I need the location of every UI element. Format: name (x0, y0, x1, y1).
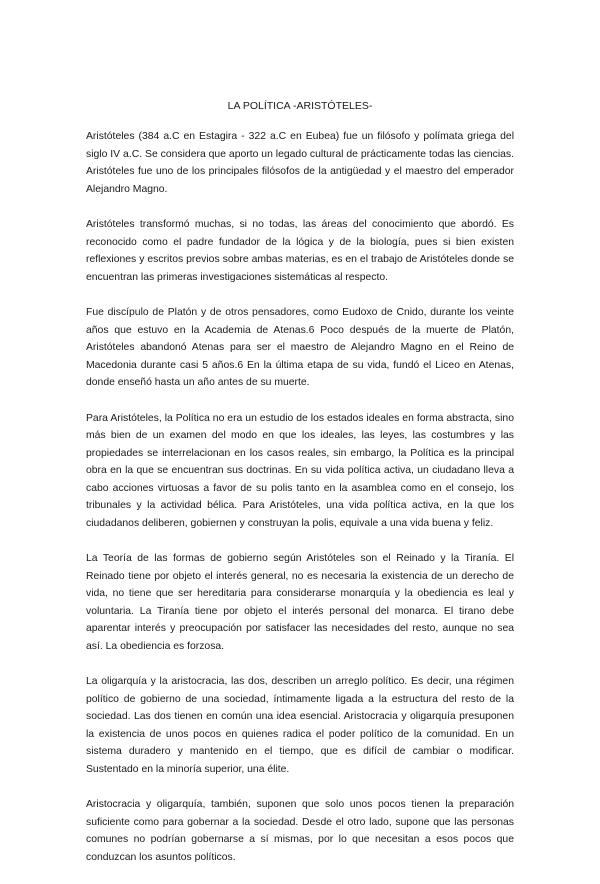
paragraph-intro: Aristóteles (384 a.C en Estagira - 322 a.C en Eubea) fue un filósofo y polímata griega del siglo IV a.C. Se considera que aporto un legado cultural de prácticamente todas las ciencias. Aristóteles fue uno de los principales filósofos de la antigüedad y el maestro del emperador Alejandro Magno. (86, 131, 514, 195)
paragraph-biography: Fue discípulo de Platón y de otros pensadores, como Eudoxo de Cnido, durante los veinte años que estuvo en la Academia de Atenas.6 Poco después de la muerte de Platón, Aristóteles abandonó Atenas para ser el maestro de Alejandro Magno en el Reino de Macedonia durante casi 5 años.6 En la última etapa de su vida, fundó el Liceo en Atenas, donde enseñó hasta un año antes de su muerte. (86, 307, 514, 388)
document-body (86, 128, 514, 884)
document-title: LA POLÍTICA -ARISTÓTELES- (227, 100, 373, 112)
paragraph-conclusion: Aristocracia y oligarquía, también, suponen que solo unos pocos tienen la preparación suficiente como para gobernar a la sociedad. Desde el otro lado, supone que las personas comunes no podrían gobernarse a sí mismas, por lo que necesitan a esos pocos que conduzcan los asuntos políticos. (86, 799, 514, 863)
paragraph-knowledge: Aristóteles transformó muchas, si no todas, las áreas del conocimiento que abordó. Es reconocido como el padre fundador de la lógica y de la biología, pues si bien existen reflexiones y escritos previos sobre ambas materias, es en el trabajo de Aristóteles donde se encuentran las primeras investigaciones sistemáticas al respecto. (86, 219, 514, 283)
paragraph-oligarchy-aristocracy: La oligarquía y la aristocracia, las dos, describen un arreglo político. Es decir, una régimen político de gobierno de una sociedad, íntimamente ligada a la estructura del resto de la sociedad. Las dos tienen en común una idea esencial. Aristocracia y oligarquía presuponen la existencia de unos pocos en quienes radica el poder político de la comunidad. En un sistema duradero y mantenido en el tiempo, que es difícil de cambiar o modificar. Sustentado en la minoría superior, una élite. (86, 676, 514, 775)
paragraph-forms-of-government: La Teoría de las formas de gobierno según Aristóteles son el Reinado y la Tiranía. El Reinado tiene por objeto el interés general, no es necesaria la existencia de un derecho de vida, no tiene que ser hereditaria para considerarse monarquía y la obediencia es leal y voluntaria. La Tiranía tiene por objeto el interés personal del monarca. El tirano debe aparentar interés y preocupación por satisfacer las necesidades del resto, aunque no sea así. La obediencia es forzosa. (86, 553, 514, 652)
paragraph-politics: Para Aristóteles, la Política no era un estudio de los estados ideales en forma abstracta, sino más bien de un examen del modo en que los ideales, las leyes, las costumbres y las propiedades se interrelacionan en los casos reales, sin embargo, la Política es la principal obra en la que se encuentran sus doctrinas. En su vida política activa, un ciudadano lleva a cabo acciones virtuosas a favor de su polis tanto en la asamblea como en el consejo, los tribunales y la actividad bélica. Para Aristóteles, una vida política activa, en la que los ciudadanos deliberen, gobiernen y construyan la polis, equivale a una vida buena y feliz. (86, 412, 514, 529)
